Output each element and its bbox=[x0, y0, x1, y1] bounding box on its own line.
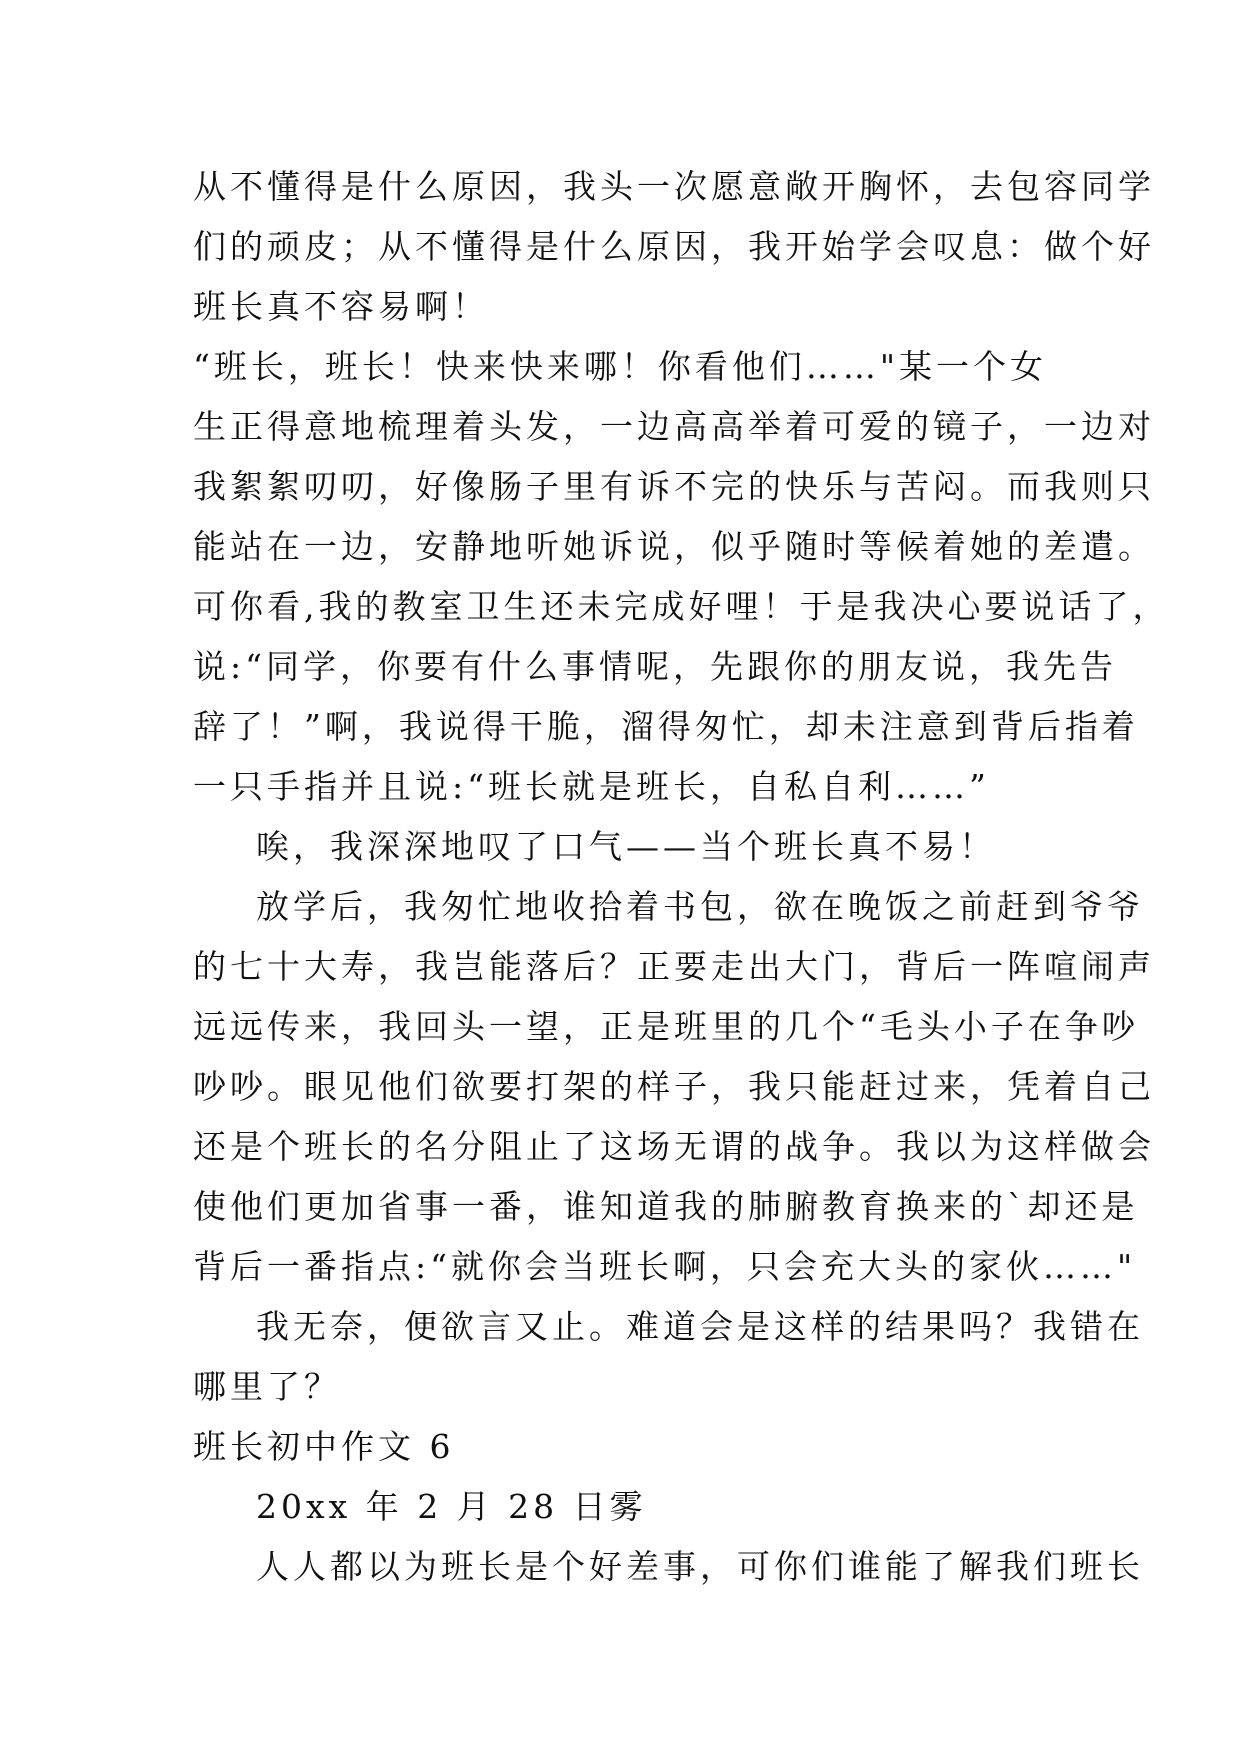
text-line: 唉，我深深地叹了口气——当个班长真不易！ bbox=[256, 827, 996, 866]
text-line: 人人都以为班长是个好差事，可你们谁能了解我们班长 bbox=[256, 1547, 1144, 1586]
text-line: 说:“同学，你要有什么事情呢，先跟你的朋友说，我先告 bbox=[193, 647, 1117, 686]
text-line: 还是个班长的名分阻止了这场无谓的战争。我以为这样做会 bbox=[193, 1127, 1155, 1166]
text-line: 生正得意地梳理着头发，一边高高举着可爱的镜子，一边对 bbox=[193, 407, 1155, 446]
text-line: 可你看,我的教室卫生还未完成好哩！于是我决心要说话了， bbox=[193, 587, 1170, 626]
text-line: 一只手指并且说:“班长就是班长，自私自利……” bbox=[193, 767, 990, 806]
text-line: 们的顽皮；从不懂得是什么原因，我开始学会叹息：做个好 bbox=[193, 227, 1155, 266]
text-line: 放学后，我匆忙地收拾着书包，欲在晚饭之前赶到爷爷 bbox=[256, 887, 1144, 926]
text-line: “班长，班长！快来快来哪！你看他们……"某一个女 bbox=[193, 347, 1048, 386]
text-line: 吵吵。眼见他们欲要打架的样子，我只能赶过来，凭着自己 bbox=[193, 1067, 1155, 1106]
text-line: 从不懂得是什么原因，我头一次愿意敞开胸怀，去包容同学 bbox=[193, 167, 1155, 206]
diary-date: 20xx 年 2 月 28 日雾 bbox=[256, 1487, 647, 1526]
text-line: 我无奈，便欲言又止。难道会是这样的结果吗？我错在 bbox=[256, 1307, 1144, 1346]
text-line: 能站在一边，安静地听她诉说，似乎随时等候着她的差遣。 bbox=[193, 527, 1155, 566]
text-line: 哪里了？ bbox=[193, 1367, 341, 1406]
text-line: 背后一番指点:“就你会当班长啊，只会充大头的家伙……" bbox=[193, 1247, 1137, 1286]
text-line: 使他们更加省事一番，谁知道我的肺腑教育换来的`却还是 bbox=[193, 1187, 1139, 1226]
text-line: 辞了！”啊，我说得干脆，溜得匆忙，却未注意到背后指着 bbox=[193, 707, 1139, 746]
text-line: 的七十大寿，我岂能落后？正要走出大门，背后一阵喧闹声 bbox=[193, 947, 1155, 986]
text-line: 我絮絮叨叨，好像肠子里有诉不完的快乐与苦闷。而我则只 bbox=[193, 467, 1155, 506]
text-line: 班长真不容易啊！ bbox=[193, 287, 489, 326]
text-line: 远远传来，我回头一望，正是班里的几个“毛头小子在争吵 bbox=[193, 1007, 1139, 1046]
section-heading: 班长初中作文 6 bbox=[193, 1427, 455, 1466]
